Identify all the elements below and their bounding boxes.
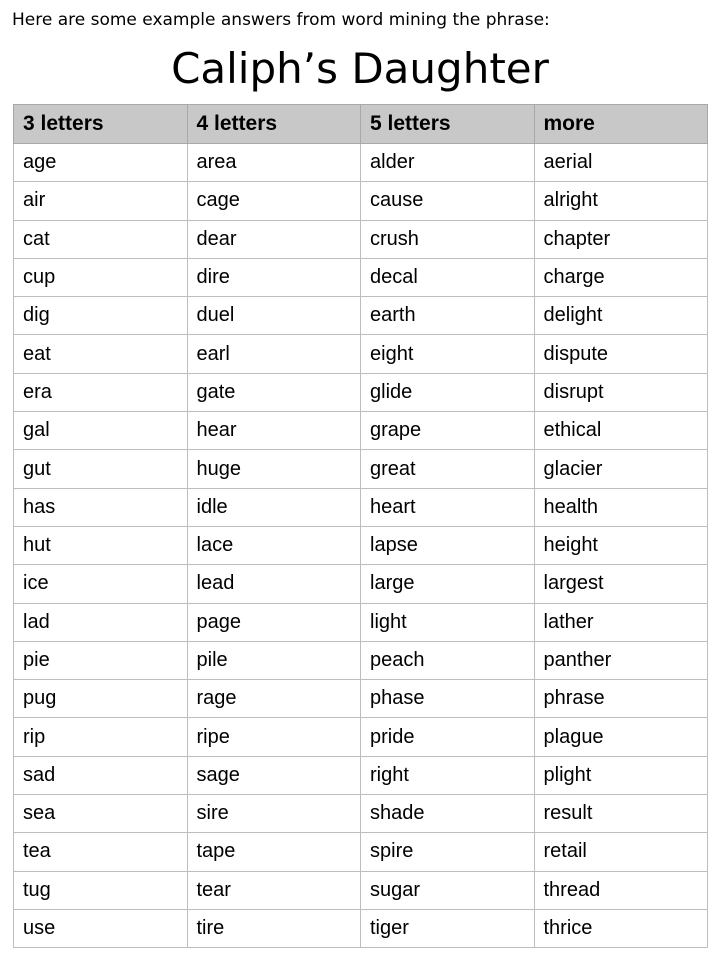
cell-4-letters: dear: [187, 220, 361, 258]
cell-5-letters: crush: [361, 220, 535, 258]
cell-more: glacier: [534, 450, 708, 488]
table-row: [14, 488, 708, 526]
cell-4-letters: tear: [187, 871, 361, 909]
cell-4-letters: idle: [187, 488, 361, 526]
cell-3-letters: has: [14, 488, 188, 526]
table-row: [14, 795, 708, 833]
cell-5-letters: lapse: [361, 526, 535, 564]
cell-more: panther: [534, 641, 708, 679]
cell-4-letters: sire: [187, 795, 361, 833]
table-row: [14, 450, 708, 488]
table-row: [14, 871, 708, 909]
cell-4-letters: huge: [187, 450, 361, 488]
cell-4-letters: pile: [187, 641, 361, 679]
cell-more: retail: [534, 833, 708, 871]
cell-4-letters: lace: [187, 526, 361, 564]
cell-3-letters: tea: [14, 833, 188, 871]
cell-4-letters: lead: [187, 565, 361, 603]
table-row: [14, 909, 708, 947]
cell-5-letters: peach: [361, 641, 535, 679]
cell-4-letters: earl: [187, 335, 361, 373]
cell-more: thrice: [534, 909, 708, 947]
table-row: [14, 833, 708, 871]
cell-5-letters: glide: [361, 373, 535, 411]
cell-more: ethical: [534, 412, 708, 450]
cell-5-letters: grape: [361, 412, 535, 450]
cell-more: charge: [534, 258, 708, 296]
table-header-row: [14, 105, 708, 144]
cell-3-letters: cup: [14, 258, 188, 296]
cell-3-letters: rip: [14, 718, 188, 756]
cell-3-letters: age: [14, 144, 188, 182]
cell-5-letters: eight: [361, 335, 535, 373]
cell-5-letters: decal: [361, 258, 535, 296]
intro-text: Here are some example answers from word mining the phrase:: [12, 10, 550, 30]
column-header-3-letters: 3 letters: [14, 105, 188, 144]
cell-5-letters: cause: [361, 182, 535, 220]
cell-3-letters: gal: [14, 412, 188, 450]
cell-more: result: [534, 795, 708, 833]
cell-more: health: [534, 488, 708, 526]
cell-3-letters: gut: [14, 450, 188, 488]
cell-more: lather: [534, 603, 708, 641]
cell-4-letters: page: [187, 603, 361, 641]
cell-3-letters: tug: [14, 871, 188, 909]
cell-3-letters: lad: [14, 603, 188, 641]
cell-3-letters: eat: [14, 335, 188, 373]
table-row: [14, 258, 708, 296]
table-row: [14, 526, 708, 564]
cell-more: alright: [534, 182, 708, 220]
cell-5-letters: shade: [361, 795, 535, 833]
cell-3-letters: hut: [14, 526, 188, 564]
table-row: [14, 182, 708, 220]
cell-3-letters: sad: [14, 756, 188, 794]
cell-5-letters: heart: [361, 488, 535, 526]
cell-4-letters: sage: [187, 756, 361, 794]
cell-5-letters: light: [361, 603, 535, 641]
cell-3-letters: air: [14, 182, 188, 220]
table-row: [14, 412, 708, 450]
cell-3-letters: use: [14, 909, 188, 947]
cell-5-letters: phase: [361, 680, 535, 718]
cell-5-letters: pride: [361, 718, 535, 756]
cell-5-letters: alder: [361, 144, 535, 182]
cell-more: height: [534, 526, 708, 564]
table-row: [14, 144, 708, 182]
cell-4-letters: rage: [187, 680, 361, 718]
column-header-4-letters: 4 letters: [187, 105, 361, 144]
table-row: [14, 718, 708, 756]
cell-3-letters: pug: [14, 680, 188, 718]
cell-3-letters: era: [14, 373, 188, 411]
cell-4-letters: ripe: [187, 718, 361, 756]
table-row: [14, 335, 708, 373]
word-table: [13, 104, 708, 948]
cell-4-letters: dire: [187, 258, 361, 296]
table-row: [14, 373, 708, 411]
cell-4-letters: duel: [187, 297, 361, 335]
page-title: Caliph’s Daughter: [171, 44, 549, 93]
cell-more: chapter: [534, 220, 708, 258]
table-row: [14, 680, 708, 718]
cell-more: phrase: [534, 680, 708, 718]
cell-4-letters: tire: [187, 909, 361, 947]
cell-more: disrupt: [534, 373, 708, 411]
cell-5-letters: tiger: [361, 909, 535, 947]
cell-5-letters: large: [361, 565, 535, 603]
cell-3-letters: pie: [14, 641, 188, 679]
table-row: [14, 756, 708, 794]
cell-5-letters: spire: [361, 833, 535, 871]
cell-4-letters: tape: [187, 833, 361, 871]
column-header-more: more: [534, 105, 708, 144]
cell-3-letters: dig: [14, 297, 188, 335]
cell-5-letters: great: [361, 450, 535, 488]
table-row: [14, 565, 708, 603]
cell-5-letters: sugar: [361, 871, 535, 909]
cell-more: aerial: [534, 144, 708, 182]
cell-more: largest: [534, 565, 708, 603]
table-row: [14, 297, 708, 335]
cell-more: dispute: [534, 335, 708, 373]
cell-4-letters: gate: [187, 373, 361, 411]
cell-more: plight: [534, 756, 708, 794]
cell-3-letters: cat: [14, 220, 188, 258]
cell-more: delight: [534, 297, 708, 335]
cell-more: plague: [534, 718, 708, 756]
cell-4-letters: cage: [187, 182, 361, 220]
cell-3-letters: ice: [14, 565, 188, 603]
cell-5-letters: earth: [361, 297, 535, 335]
table-row: [14, 220, 708, 258]
cell-more: thread: [534, 871, 708, 909]
table-body: [14, 144, 708, 948]
cell-4-letters: hear: [187, 412, 361, 450]
table-row: [14, 603, 708, 641]
table-row: [14, 641, 708, 679]
cell-5-letters: right: [361, 756, 535, 794]
cell-3-letters: sea: [14, 795, 188, 833]
cell-4-letters: area: [187, 144, 361, 182]
column-header-5-letters: 5 letters: [361, 105, 535, 144]
